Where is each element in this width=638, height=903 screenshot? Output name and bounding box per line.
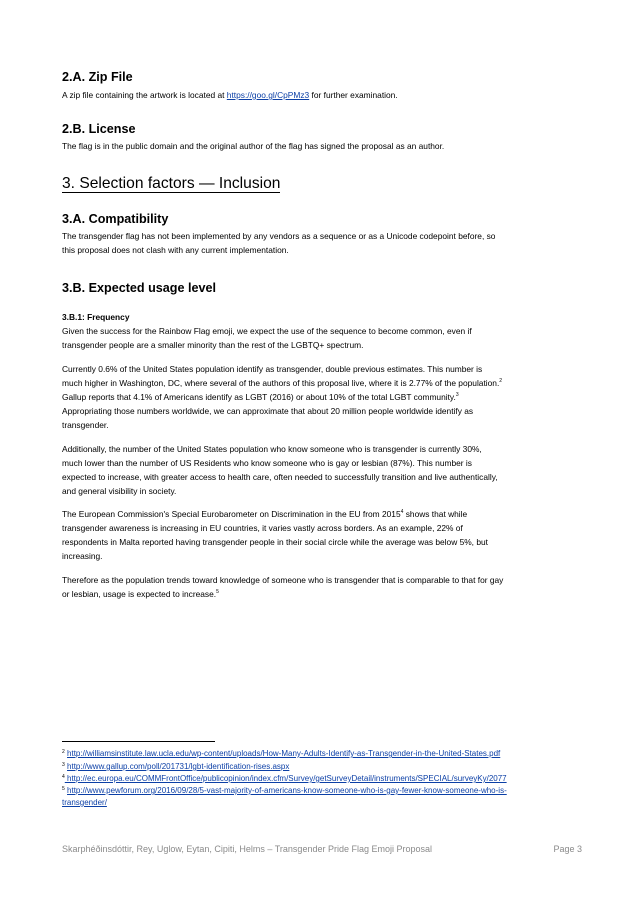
- section-2b-text: The flag is in the public domain and the original author of the flag has signed the proposal as an author.: [62, 141, 445, 151]
- section-3a-heading: 3.A. Compatibility: [62, 212, 169, 226]
- text: A zip file containing the artwork is located at: [62, 90, 227, 100]
- paragraph-line: [62, 390, 582, 404]
- footnote: [62, 748, 582, 759]
- paragraph-line: Appropriating those numbers worldwide, we can approximate that about 20 million people worldwide identify as: [62, 406, 474, 416]
- frequency-subheading: 3.B.1: Frequency: [62, 312, 130, 322]
- section-2a-text: [62, 88, 582, 102]
- paragraph-line: increasing.: [62, 551, 103, 561]
- paragraph-line: Given the success for the Rainbow Flag emoji, we expect the use of the sequence to become common, even if: [62, 326, 472, 336]
- paragraph-line: transgender people are a smaller minority than the rest of the LGBTQ+ spectrum.: [62, 340, 364, 350]
- footnote-number: 4: [62, 774, 65, 780]
- page-footer: [62, 843, 582, 855]
- paragraph-line: much lower than the number of US Residents who know someone who is gay or lesbian (87%). This number is: [62, 458, 472, 468]
- footnote-continuation: [62, 797, 582, 808]
- footnote-link[interactable]: http://www.gallup.com/poll/201731/lgbt-identification-rises.aspx: [67, 762, 290, 771]
- section-3-heading: [62, 175, 582, 193]
- paragraph-line: [62, 587, 582, 601]
- footnote: [62, 773, 582, 784]
- section-3a-line: this proposal does not clash with any current implementation.: [62, 245, 289, 255]
- paragraph-line: transgender awareness is increasing in EU countries, it varies vastly across borders. As an example, 22% of: [62, 523, 463, 533]
- footnote-number: 2: [62, 749, 65, 755]
- footnote-link[interactable]: http://www.pewforum.org/2016/09/28/5-vast-majority-of-americans-know-someone-who-is-gay-fewer-know-someone-who-is-: [67, 786, 507, 795]
- text: shows that while: [403, 509, 468, 519]
- paragraph-line: expected to increase, with greater access to health care, often needed to successfully transition and live authentically,: [62, 472, 498, 482]
- footnote-ref: 3: [455, 392, 459, 398]
- page-number: Page 3: [553, 844, 582, 854]
- footnote-ref: 4: [400, 509, 404, 515]
- footnote-ref: 5: [216, 589, 219, 595]
- paragraph-line: respondents in Malta reported having transgender people in their social circle while the average was below 5%, but: [62, 537, 488, 547]
- section-3b-heading: 3.B. Expected usage level: [62, 281, 216, 295]
- paragraph-line: [62, 376, 582, 390]
- paragraph-line: Additionally, the number of the United States population who know someone who is transgender is currently 30%,: [62, 444, 482, 454]
- footnote-number: 3: [62, 762, 65, 768]
- text: much higher in Washington, DC, where several of the authors of this proposal live, where it is 2.77% of the population.: [62, 378, 500, 388]
- zip-file-link[interactable]: https://goo.gl/CpPMz3: [226, 90, 310, 100]
- footnote-separator: [62, 741, 215, 742]
- paragraph-line: Therefore as the population trends toward knowledge of someone who is transgender that is comparable to that for gay: [62, 575, 504, 585]
- footnote-link[interactable]: http://ec.europa.eu/COMMFrontOffice/publicopinion/index.cfm/Survey/getSurveyDetail/instruments/SPECIAL/surveyKy/2077: [64, 774, 507, 783]
- footnote: [62, 761, 582, 772]
- footer-authors: Skarphéðinsdóttir, Rey, Uglow, Eytan, Cipiti, Helms – Transgender Pride Flag Emoji Proposal: [62, 844, 433, 854]
- paragraph-line: [62, 507, 582, 521]
- paragraph-line: Currently 0.6% of the United States population identify as transgender, double previous estimates. This number is: [62, 364, 483, 374]
- section-2b-heading: 2.B. License: [62, 122, 136, 136]
- paragraph-line: and general visibility in society.: [62, 486, 177, 496]
- section-3a-line: The transgender flag has not been implemented by any vendors as a sequence or as a Unicode codepoint before, so: [62, 231, 496, 241]
- footnote-link[interactable]: http://williamsinstitute.law.ucla.edu/wp-content/uploads/How-Many-Adults-Identify-as-Transgender-in-the-United-States.pdf: [67, 749, 501, 758]
- section-2a-heading: 2.A. Zip File: [62, 70, 133, 84]
- text: for further examination.: [309, 90, 398, 100]
- footnote-number: 5: [62, 786, 65, 792]
- footnote: [62, 785, 582, 796]
- paragraph-line: transgender.: [62, 420, 109, 430]
- footnote-link[interactable]: transgender/: [62, 798, 107, 807]
- text: or lesbian, usage is expected to increase.: [62, 589, 217, 599]
- text: The European Commission's Special Eurobarometer on Discrimination in the EU from 2015: [62, 509, 401, 519]
- section-3-title: 3. Selection factors — Inclusion: [62, 175, 281, 192]
- footnote-ref: 2: [499, 378, 503, 384]
- text: Gallup reports that 4.1% of Americans identify as LGBT (2016) or about 10% of the total LGBT community.: [62, 392, 456, 402]
